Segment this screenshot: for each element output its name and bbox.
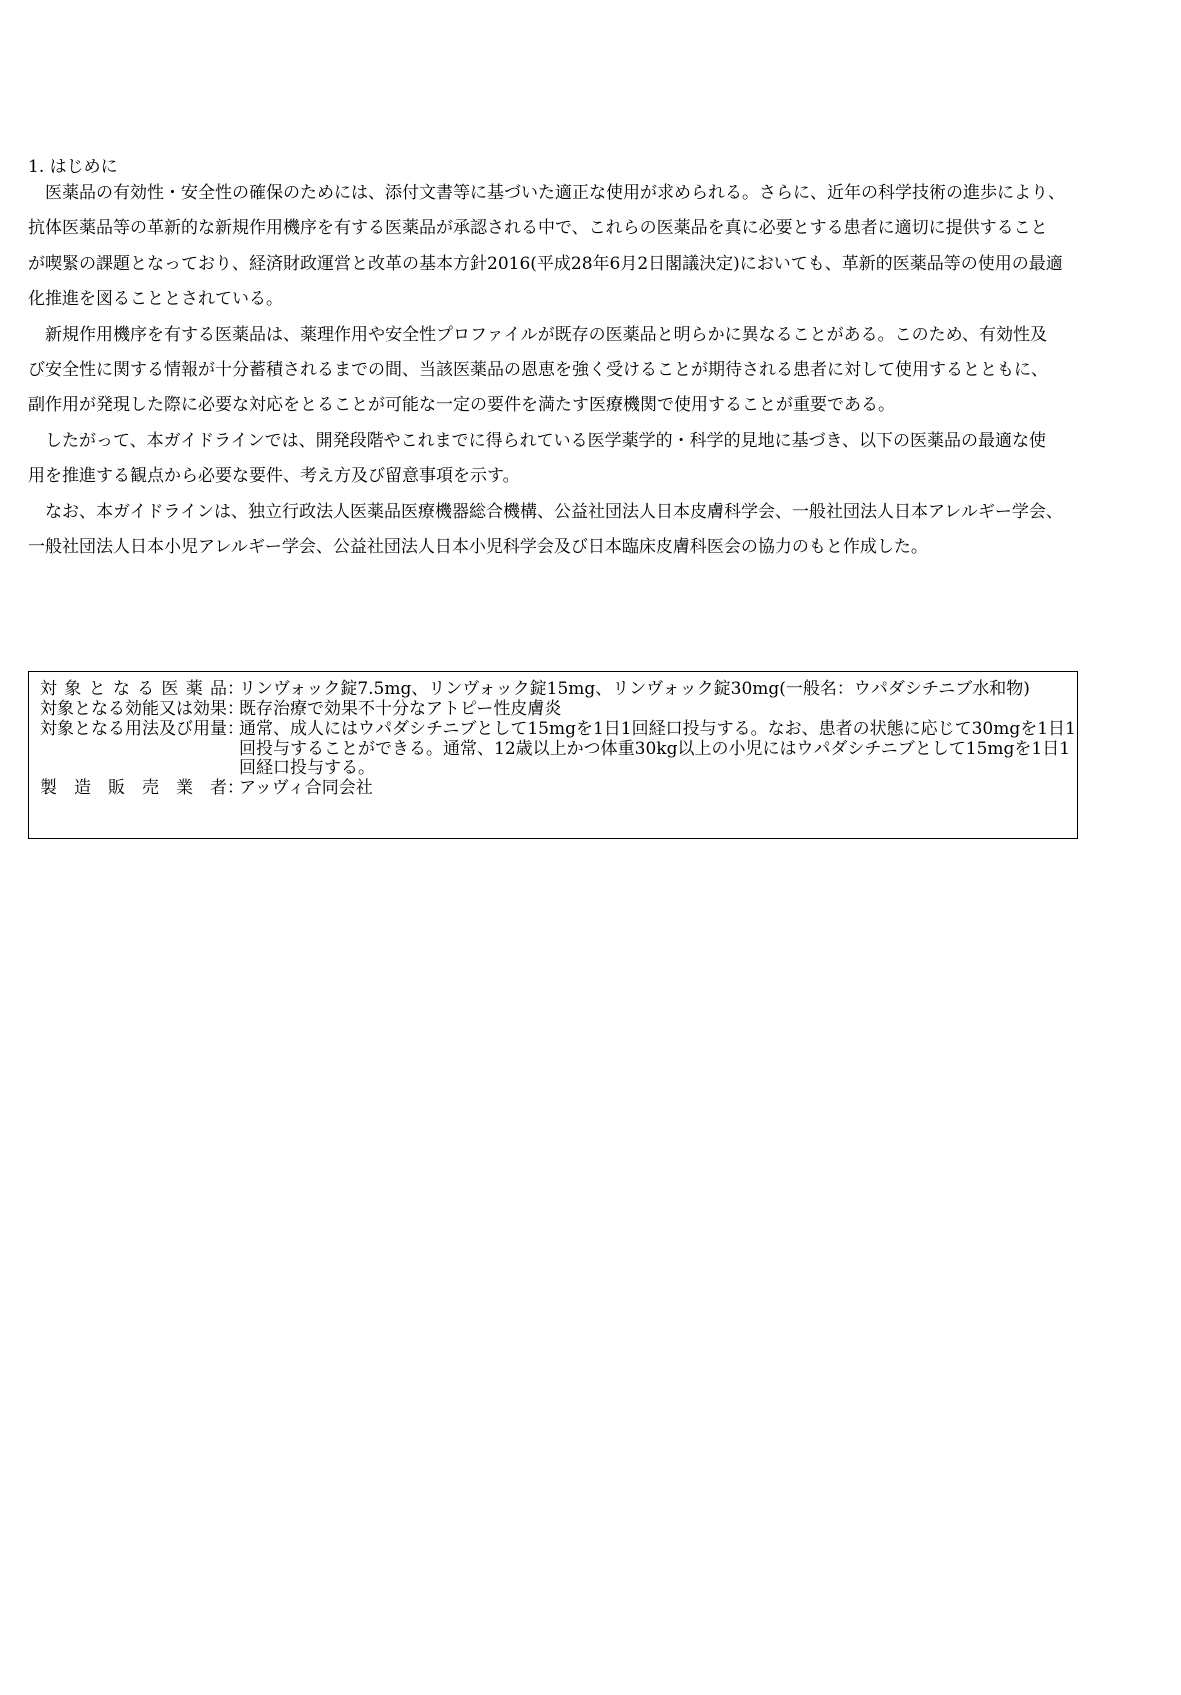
info-value: 既存治療で効果不十分なアトピー性皮膚炎 [239, 699, 562, 719]
paragraph-line: 新規作用機序を有する医薬品は、薬理作用や安全性プロファイルが既存の医薬品と明らかに異なることがある。このため、有効性及 [28, 324, 1047, 345]
info-row-indication [40, 700, 561, 720]
info-row-target-drug [40, 680, 1030, 700]
info-colon: ： [227, 679, 244, 699]
paragraph-line: 用を推進する観点から必要な要件、考え方及び留意事項を示す。 [28, 466, 520, 487]
info-label: 対象となる医薬品 [40, 679, 227, 699]
info-value-line: 通常、成人にはウパダシチニブとして15mgを1日1回経口投与する。なお、患者の状態に応じて30mgを1日1 [239, 719, 1076, 739]
paragraph-line: したがって、本ガイドラインでは、開発段階やこれまでに得られている医学薬学的・科学的見地に基づき、以下の医薬品の最適な使 [28, 430, 1046, 451]
paragraph-line: なお、本ガイドラインは、独立行政法人医薬品医療機器総合機構、公益社団法人日本皮膚科学会、一般社団法人日本アレルギー学会、 [28, 501, 1063, 522]
drug-info-box [28, 671, 1078, 839]
info-colon: ： [227, 778, 244, 798]
paragraph-line: 化推進を図ることとされている。 [28, 289, 283, 310]
info-label: 対象となる効能又は効果 [40, 699, 227, 719]
info-colon: ： [227, 719, 244, 739]
info-value: アッヴィ合同会社 [239, 778, 373, 798]
info-colon: ： [227, 699, 244, 719]
section-title: 1. はじめに [28, 157, 118, 177]
info-value: リンヴォック錠7.5mg、リンヴォック錠15mg、リンヴォック錠30mg(一般名：ウパダシチニブ水和物) [239, 679, 1030, 699]
paragraph-line: 抗体医薬品等の革新的な新規作用機序を有する医薬品が承認される中で、これらの医薬品を真に必要とする患者に適切に提供すること [28, 218, 1048, 239]
paragraph-line: 副作用が発現した際に必要な対応をとることが可能な一定の要件を満たす医療機関で使用することが重要である。 [28, 395, 895, 416]
paragraph-line: 一般社団法人日本小児アレルギー学会、公益社団法人日本小児科学会及び日本臨床皮膚科医会の協力のもと作成した。 [28, 536, 928, 557]
info-row-manufacturer [40, 779, 373, 799]
info-label: 製造販売業者 [40, 778, 227, 798]
info-value-line: 回投与することができる。通常、12歳以上かつ体重30kg以上の小児にはウパダシチニブとして15mgを1日1 [239, 738, 1071, 759]
info-value [239, 720, 1076, 779]
paragraph-line: び安全性に関する情報が十分蓄積されるまでの間、当該医薬品の恩恵を強く受けることが期待される患者に対して使用するとともに、 [28, 359, 1048, 380]
info-value-line: 回経口投与する。 [239, 758, 375, 778]
info-row-dosage [40, 720, 1076, 779]
paragraph-line: が喫緊の課題となっており、経済財政運営と改革の基本方針2016(平成28年6月2日閣議決定)においても、革新的医薬品等の使用の最適 [28, 253, 1063, 274]
paragraph-line: 医薬品の有効性・安全性の確保のためには、添付文書等に基づいた適正な使用が求められる。さらに、近年の科学技術の進歩により、 [28, 183, 1065, 203]
introduction-body [28, 176, 1080, 565]
info-label: 対象となる用法及び用量 [40, 719, 227, 739]
